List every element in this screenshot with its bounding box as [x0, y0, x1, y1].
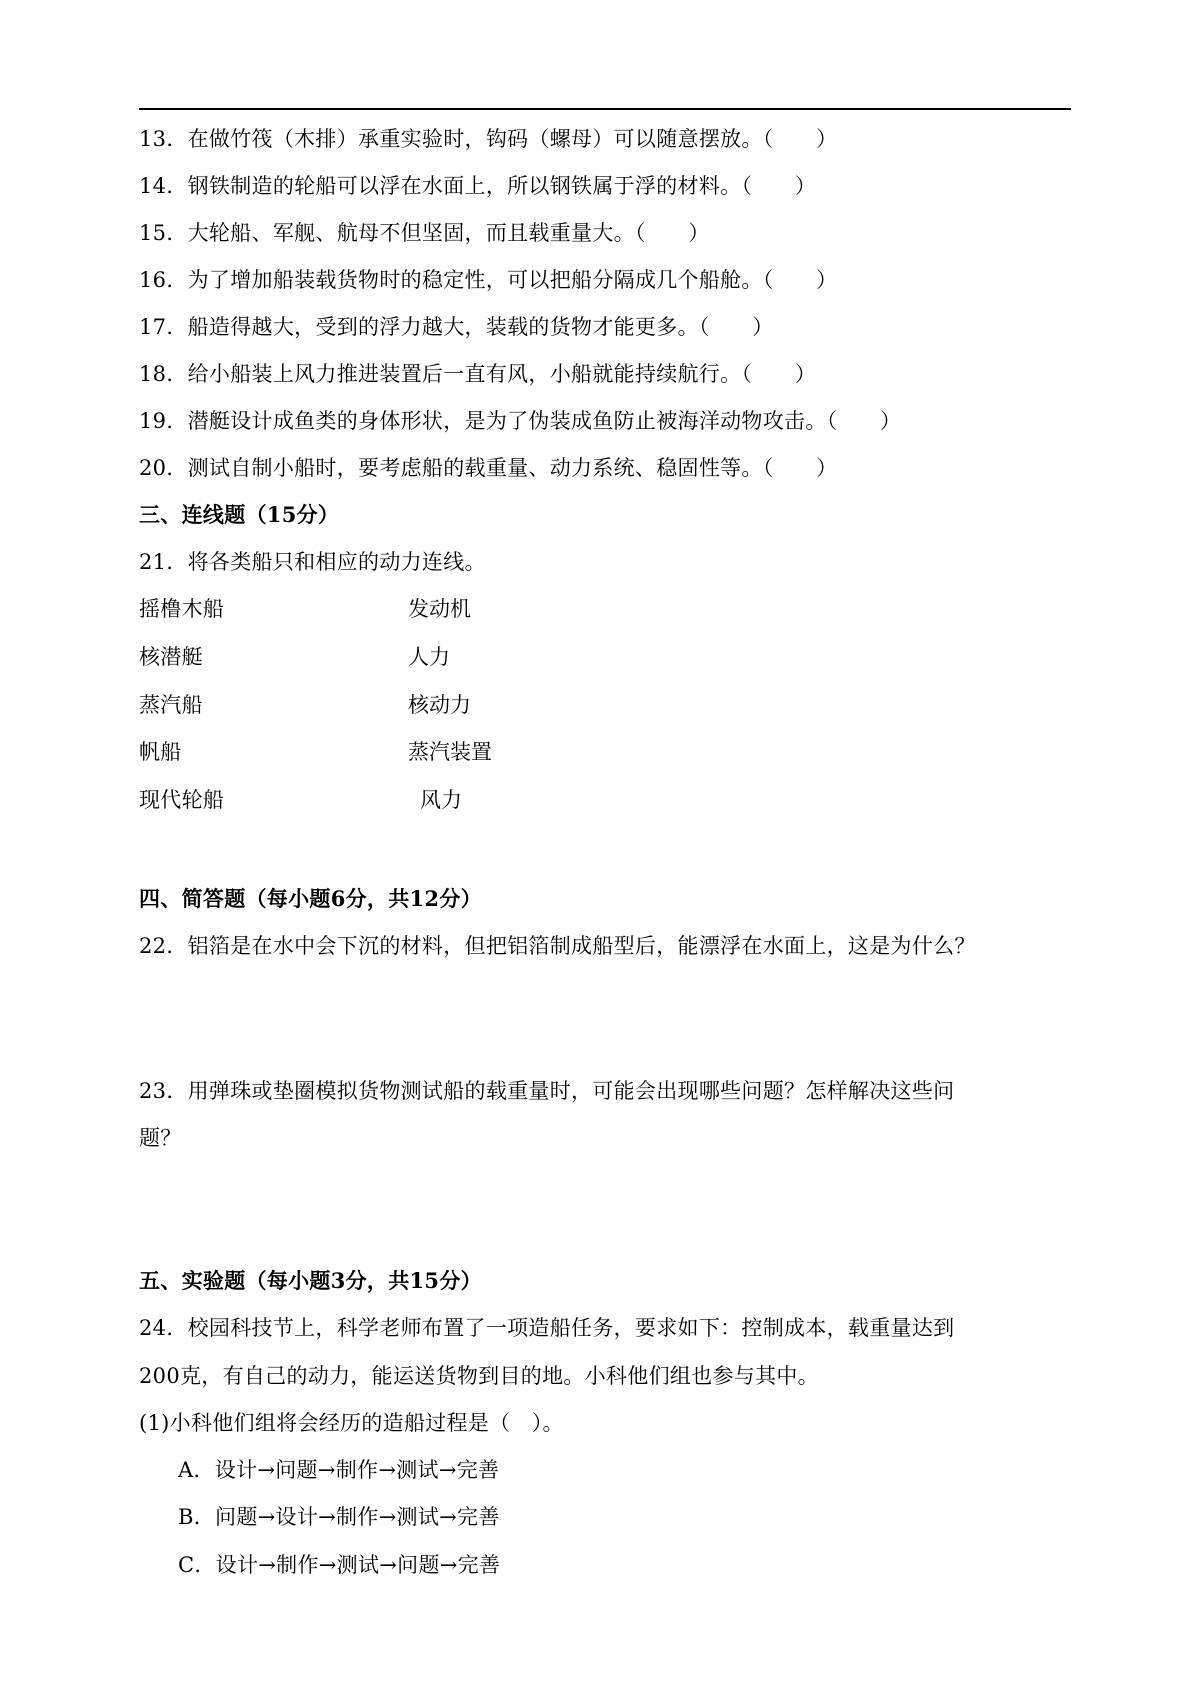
question-14: 14．钢铁制造的轮船可以浮在水面上，所以钢铁属于浮的材料。（ ）	[139, 174, 817, 198]
power-item: 核动力	[408, 693, 471, 717]
question-21: 21．将各类船只和相应的动力连线。	[139, 550, 486, 574]
question-23-line-2: 题？	[139, 1126, 182, 1150]
question-19: 19．潜艇设计成鱼类的身体形状，是为了伪装成鱼防止被海洋动物攻击。（ ）	[139, 409, 902, 433]
option-a: A．设计→问题→制作→测试→完善	[178, 1458, 500, 1482]
option-b: B．问题→设计→制作→测试→完善	[178, 1505, 500, 1529]
question-13: 13．在做竹筏（木排）承重实验时，钩码（螺母）可以随意摆放。（ ）	[139, 127, 838, 151]
question-17: 17．船造得越大，受到的浮力越大，装载的货物才能更多。（ ）	[139, 315, 774, 339]
power-item: 蒸汽装置	[408, 740, 492, 764]
question-15: 15．大轮船、军舰、航母不但坚固，而且载重量大。（ ）	[139, 221, 710, 245]
section-3-title: 三、连线题（15分）	[139, 502, 340, 527]
ship-item: 现代轮船	[139, 788, 225, 812]
question-22: 22．铝箔是在水中会下沉的材料，但把铝箔制成船型后，能漂浮在水面上，这是为什么？	[139, 934, 976, 958]
header-rule	[139, 108, 1071, 110]
question-24-sub-1: (1)小科他们组将会经历的造船过程是（ ）。	[139, 1411, 564, 1435]
power-item: 人力	[408, 645, 450, 669]
question-20: 20．测试自制小船时，要考虑船的载重量、动力系统、稳固性等。（ ）	[139, 456, 838, 480]
power-item: 风力	[420, 788, 462, 812]
section-4-title: 四、简答题（每小题6分，共12分）	[139, 886, 482, 911]
power-item: 发动机	[408, 597, 471, 621]
question-24-line-2: 200克，有自己的动力，能运送货物到目的地。小科他们组也参与其中。	[139, 1364, 819, 1388]
ship-item: 帆船	[139, 740, 182, 764]
option-c: C．设计→制作→测试→问题→完善	[178, 1553, 501, 1577]
section-5-title: 五、实验题（每小题3分，共15分）	[139, 1268, 482, 1293]
question-18: 18．给小船装上风力推进装置后一直有风，小船就能持续航行。（ ）	[139, 362, 817, 386]
ship-item: 蒸汽船	[139, 693, 203, 717]
question-23-line-1: 23．用弹珠或垫圈模拟货物测试船的载重量时，可能会出现哪些问题？怎样解决这些问	[139, 1079, 955, 1103]
ship-item: 核潜艇	[139, 645, 203, 669]
question-24-line-1: 24．校园科技节上，科学老师布置了一项造船任务，要求如下：控制成本，载重量达到	[139, 1316, 955, 1340]
question-16: 16．为了增加船装载货物时的稳定性，可以把船分隔成几个船舱。（ ）	[139, 268, 838, 292]
ship-item: 摇橹木船	[139, 597, 225, 621]
